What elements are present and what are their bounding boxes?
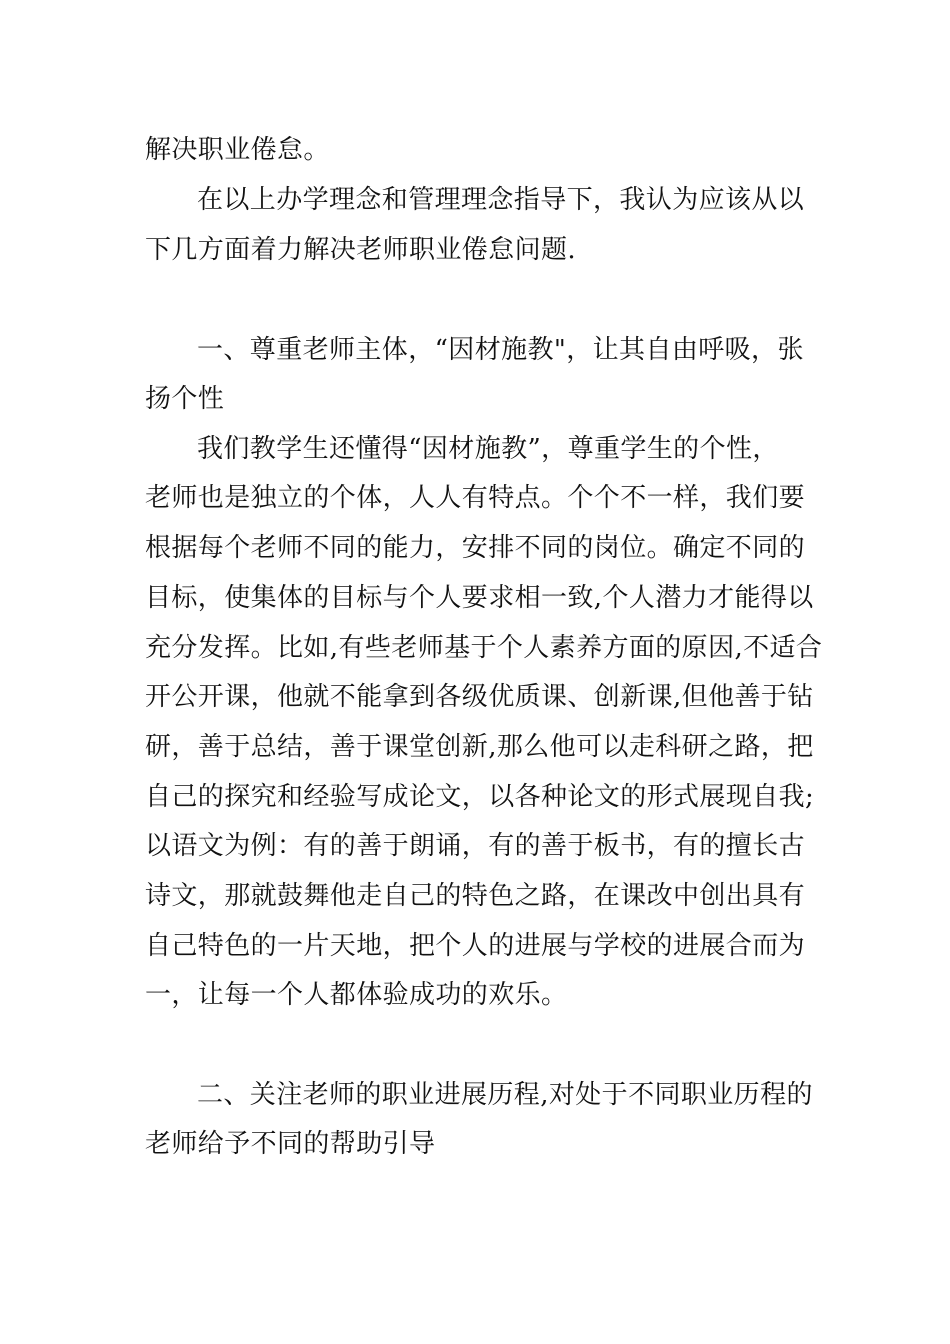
paragraph-line: 老师也是独立的个体，人人有特点。个个不一样，我们要: [145, 483, 806, 513]
paragraph-line: 自己特色的一片天地，把个人的进展与学校的进展合而为: [145, 931, 806, 961]
paragraph-line: 开公开课，他就不能拿到各级优质课、创新课,但他善于钻: [145, 682, 814, 712]
paragraph-line: 在以上办学理念和管理理念指导下，我认为应该从以: [197, 185, 805, 215]
paragraph-line: 目标，使集体的目标与个人要求相一致,个人潜力才能得以: [145, 583, 814, 613]
paragraph-line: 研，善于总结，善于课堂创新,那么他可以走科研之路，把: [145, 732, 814, 762]
paragraph-line: 自己的探究和经验写成论文，以各种论文的形式展现自我;: [145, 782, 815, 812]
paragraph-line: 充分发挥。比如,有些老师基于个人素养方面的原因,不适合: [145, 633, 823, 663]
section-heading-line: 二、关注老师的职业进展历程,对处于不同职业历程的: [197, 1080, 813, 1110]
paragraph-line: 解决职业倦怠。: [145, 135, 330, 165]
paragraph-line: 根据每个老师不同的能力，安排不同的岗位。确定不同的: [145, 533, 806, 563]
paragraph-line: 下几方面着力解决老师职业倦怠问题.: [145, 235, 577, 265]
paragraph-line: 以语文为例：有的善于朗诵，有的善于板书，有的擅长古: [145, 831, 806, 861]
section-heading-line: 一、尊重老师主体，“因材施教"，让其自由呼吸，张: [197, 335, 804, 365]
section-heading-line: 扬个性: [145, 384, 225, 414]
paragraph-line: 诗文，那就鼓舞他走自己的特色之路，在课改中创出具有: [145, 881, 806, 911]
paragraph-line: 我们教学生还懂得“因材施教”，尊重学生的个性，: [197, 434, 779, 464]
section-heading-line: 老师给予不同的帮助引导: [145, 1129, 436, 1159]
paragraph-line: 一，让每一个人都体验成功的欢乐。: [145, 980, 568, 1010]
